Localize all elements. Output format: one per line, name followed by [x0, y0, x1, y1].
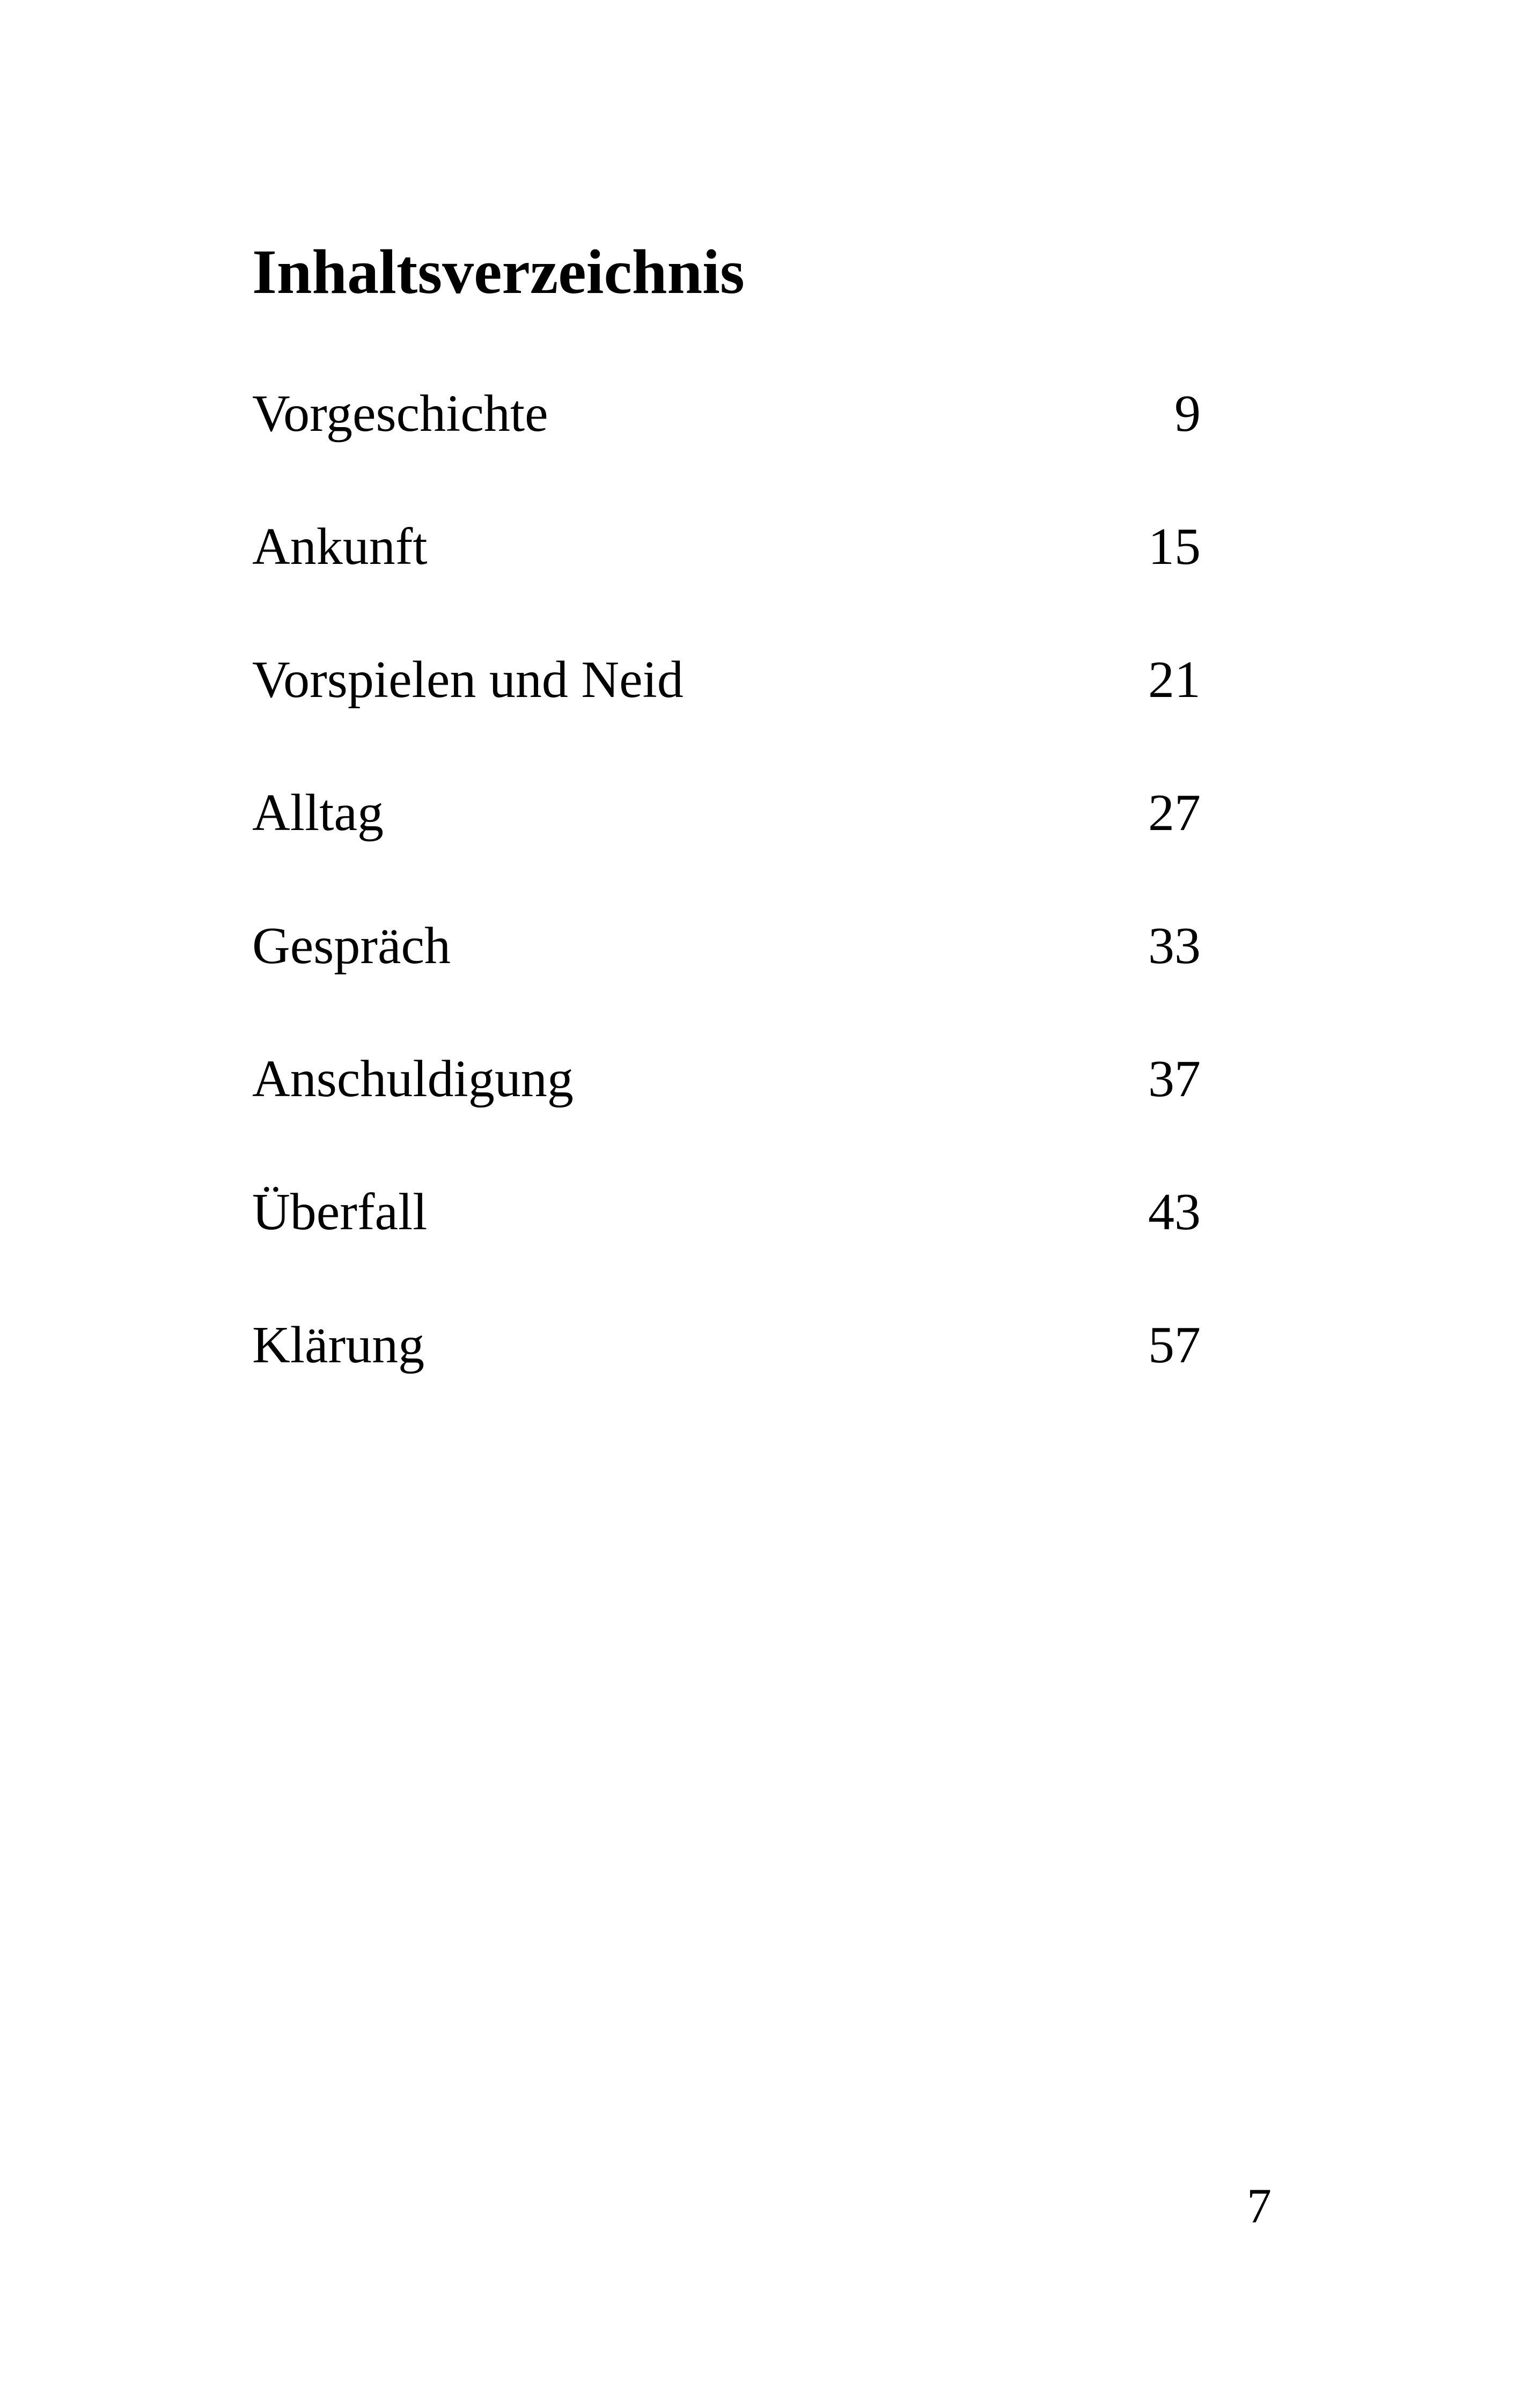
- toc-entry: [252, 520, 1201, 654]
- toc-entry-title: Vorgeschichte: [252, 385, 548, 443]
- toc-entry: [252, 784, 1201, 920]
- toc-entry-page: 15: [1148, 518, 1201, 576]
- toc-entry-title: Ankunft: [252, 518, 428, 576]
- toc-entry-page: 43: [1148, 1183, 1201, 1241]
- toc-entry-page: 37: [1148, 1050, 1201, 1108]
- toc-entry: [252, 917, 1201, 1053]
- toc-entry-page: 33: [1148, 917, 1201, 975]
- toc-entry-page: 9: [1174, 385, 1201, 443]
- toc-entry: [252, 651, 1201, 787]
- toc-heading: Inhaltsverzeichnis: [252, 237, 745, 307]
- toc-entry: [252, 1316, 1201, 1452]
- toc-list: [252, 387, 1201, 1452]
- toc-entry: [252, 1183, 1201, 1319]
- toc-entry-title: Klärung: [252, 1316, 425, 1374]
- toc-entry-title: Gespräch: [252, 917, 451, 975]
- page-number: 7: [1247, 2178, 1272, 2233]
- toc-entry-title: Anschuldigung: [252, 1050, 574, 1108]
- toc-entry: [252, 387, 1201, 520]
- toc-entry-page: 27: [1148, 784, 1201, 842]
- toc-entry-title: Vorspielen und Neid: [252, 651, 684, 709]
- toc-entry-title: Alltag: [252, 784, 384, 842]
- toc-entry-title: Überfall: [252, 1183, 428, 1241]
- toc-entry: [252, 1050, 1201, 1186]
- toc-entry-page: 21: [1148, 651, 1201, 709]
- toc-entry-page: 57: [1148, 1316, 1201, 1374]
